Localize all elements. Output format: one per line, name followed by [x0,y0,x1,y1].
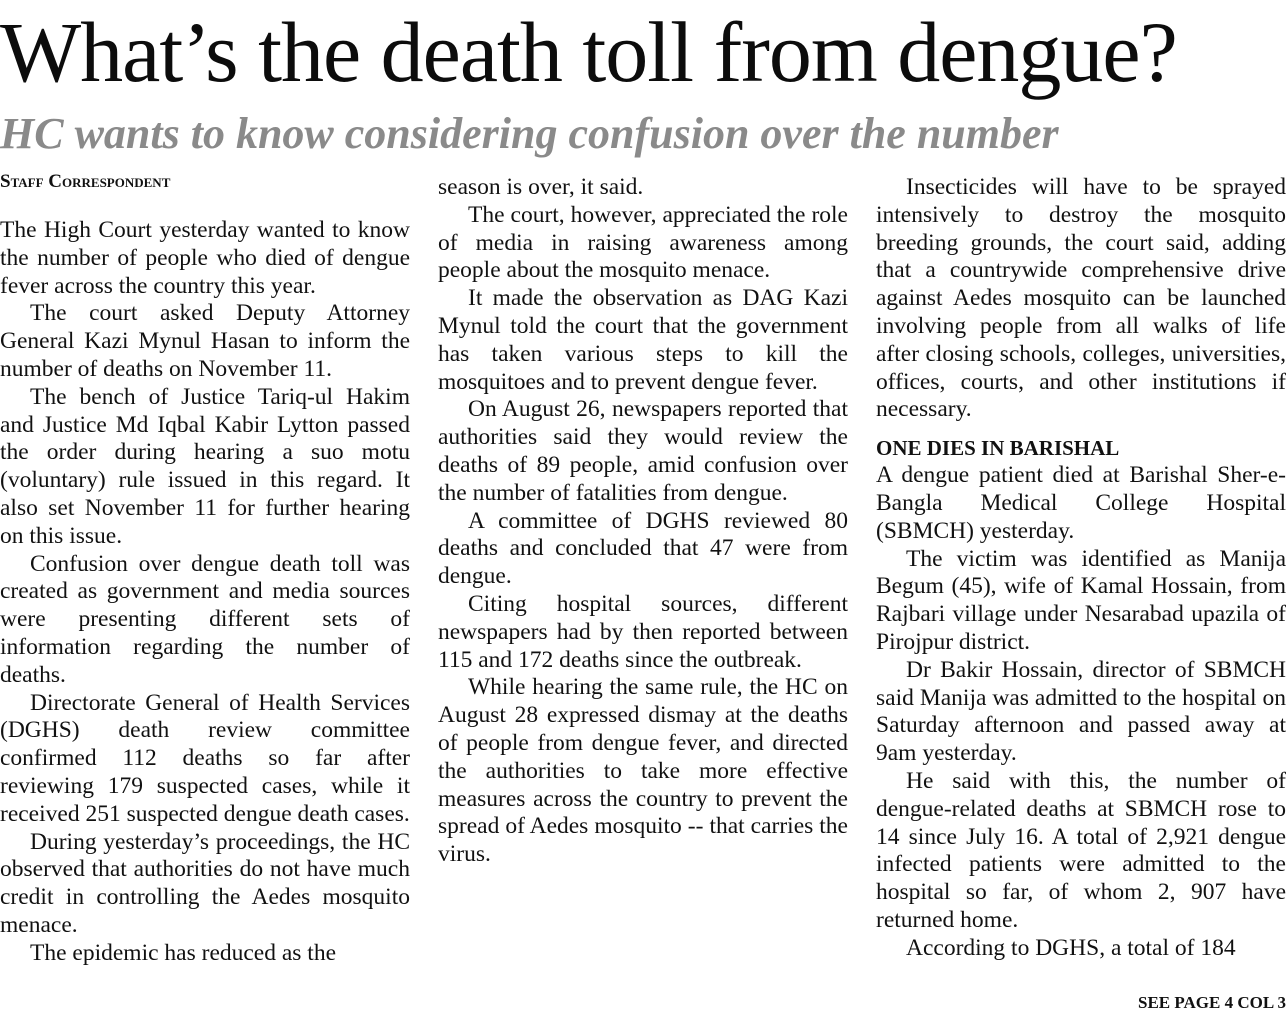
subheadline: HC wants to know considering confusion over the number [0,109,1059,158]
column-2 [438,174,848,869]
paragraph: He said with this, the number of dengue-related deaths at SBMCH rose to 14 since July 16. A total of 2,921 dengue infected patients were admitted to the hospital so far, of whom 2, 907 have returned home. [876,767,1286,933]
paragraph: According to DGHS, a total of 184 [906,934,1236,961]
jump-line: SEE PAGE 4 COL 3 [1138,993,1286,1012]
byline: Staff Correspondent [0,171,171,192]
paragraph: Confusion over dengue death toll was created as government and media sources were presenting different sets of information regarding the number of deaths. [0,550,410,688]
paragraph: A committee of DGHS reviewed 80 deaths and concluded that 47 were from dengue. [438,507,848,590]
paragraph: The court asked Deputy Attorney General Kazi Mynul Hasan to inform the number of deaths on November 11. [0,300,410,382]
paragraph: Insecticides will have to be sprayed intensively to destroy the mosquito breeding grounds, the court said, adding that a countrywide comprehensive drive against Aedes mosquito can be launched involving people from all walks of life after closing schools, colleges, universities, offices, courts, and other institutions if necessary. [876,174,1286,423]
headline: What’s the death toll from dengue? [0,4,1177,100]
paragraph: The bench of Justice Tariq-ul Hakim and Justice Md Iqbal Kabir Lytton passed the order during hearing a suo motu (voluntary) rule issued in this regard. It also set November 11 for further hearing on this issue. [0,383,410,549]
paragraph: It made the observation as DAG Kazi Mynul told the court that the government has taken various steps to kill the mosquitoes and to prevent dengue fever. [438,285,848,395]
paragraph: Dr Bakir Hossain, director of SBMCH said Manija was admitted to the hospital on Saturday afternoon and passed away at 9am yesterday. [876,656,1286,767]
column-1 [0,217,410,968]
paragraph: While hearing the same rule, the HC on August 28 expressed dismay at the deaths of people from dengue fever, and directed the authorities to take more effective measures across the country to prevent the spread of Aedes mosquito -- that carries the virus. [438,674,848,868]
paragraph: Directorate General of Health Services (DGHS) death review committee confirmed 112 deaths so far after reviewing 179 suspected cases, while it received 251 suspected dengue death cases. [0,689,410,827]
paragraph: season is over, it said. [438,174,644,200]
paragraph: During yesterday’s proceedings, the HC observed that authorities do not have much credit in controlling the Aedes mosquito menace. [0,828,410,938]
paragraph: A dengue patient died at Barishal Sher-e-Bangla Medical College Hospital (SBMCH) yesterday. [876,462,1286,544]
section-heading: ONE DIES IN BARISHAL [876,436,1120,461]
paragraph: On August 26, newspapers reported that authorities said they would review the deaths of 89 people, amid confusion over the number of fatalities from dengue. [438,396,848,506]
paragraph: The victim was identified as Manija Begum (45), wife of Kamal Hossain, from Rajbari village under Nesarabad upazila of Pirojpur district. [876,545,1286,655]
column-3 [876,174,1286,963]
paragraph: The court, however, appreciated the role of media in raising awareness among people about the mosquito menace. [438,201,848,284]
paragraph: The epidemic has reduced as the [30,939,337,966]
paragraph: The High Court yesterday wanted to know the number of people who died of dengue fever across the country this year. [0,217,410,299]
paragraph: Citing hospital sources, different newspapers had by then reported between 115 and 172 deaths since the outbreak. [438,590,848,673]
